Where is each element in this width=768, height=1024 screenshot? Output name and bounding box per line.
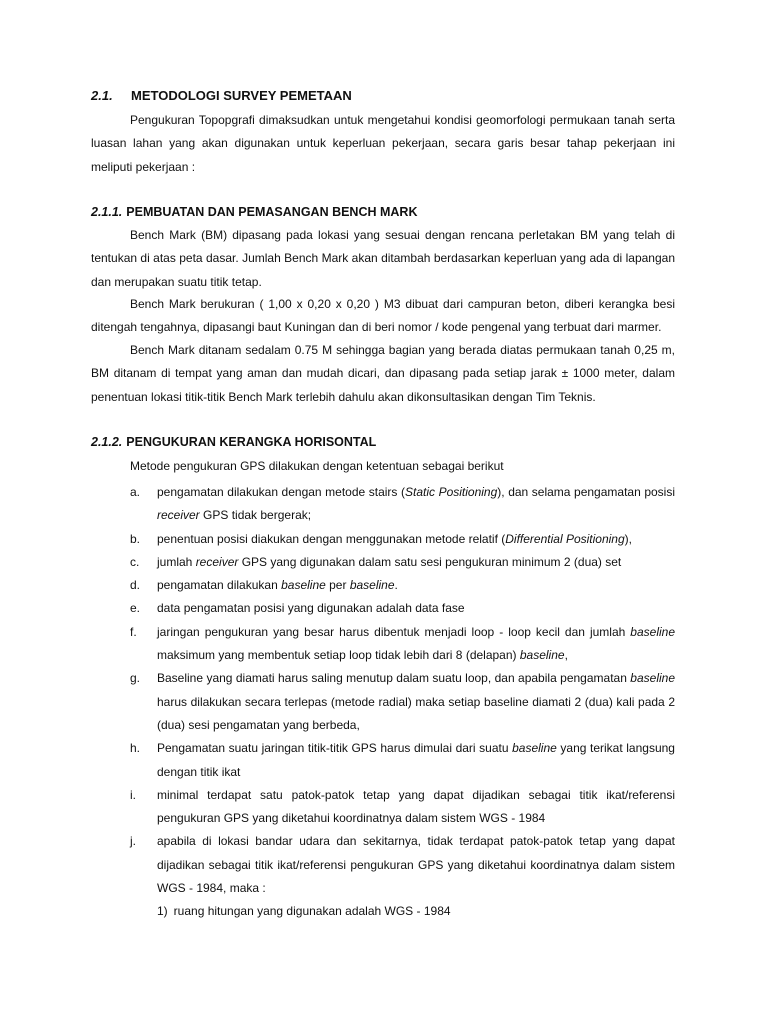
benchmark-paragraph-3: Bench Mark ditanam sedalam 0.75 M sehingga bagian yang berada diatas permukaan tanah 0,25 m, BM ditanam di tempat yang aman dan mudah dicari, dan dipasang pada setiap jarak ± 1000 meter, dalam penentuan lokasi titik-titik Bench Mark terlebih dahulu akan dikonsultasikan dengan Tim Teknis.: [91, 343, 675, 404]
list-item: a. pengamatan dilakukan dengan metode stairs (Static Positioning), dan selama pengamatan posisi receiver GPS tidak bergerak;: [130, 481, 675, 528]
section-heading: [91, 88, 352, 103]
gps-requirements-list: [130, 481, 675, 924]
subsection-heading-2: [91, 435, 376, 449]
list-item: e. data pengamatan posisi yang digunakan adalah data fase: [130, 597, 675, 620]
subsection-title-1: PEMBUATAN DAN PEMASANGAN BENCH MARK: [126, 205, 418, 219]
list-marker: i.: [130, 787, 136, 802]
section-title: METODOLOGI SURVEY PEMETAAN: [131, 88, 352, 103]
list-marker: f.: [130, 624, 137, 639]
list-marker: a.: [130, 485, 141, 499]
list-item: b. penentuan posisi diakukan dengan menggunakan metode relatif (Differential Positioning),: [130, 528, 675, 551]
list-marker: h.: [130, 741, 141, 756]
subsection-title-2: PENGUKURAN KERANGKA HORISONTAL: [126, 435, 377, 449]
subsection-heading-1: [91, 205, 417, 219]
list-item: c. jumlah receiver GPS yang digunakan dalam satu sesi pengukuran minimum 2 (dua) set: [130, 551, 675, 574]
benchmark-paragraph-1: Bench Mark (BM) dipasang pada lokasi yang sesuai dengan rencana perletakan BM yang telah di tentukan di atas peta dasar. Jumlah Bench Mark akan ditambah berdasarkan keperluan yang ada di lapangan dan merupakan suatu titik tetap.: [91, 228, 675, 289]
sub-list-item: 1) ruang hitungan yang digunakan adalah WGS - 1984: [157, 904, 451, 919]
list-item: h. Pengamatan suatu jaringan titik-titik GPS harus dimulai dari suatu baseline yang terikat langsung dengan titik ikat: [130, 737, 675, 784]
list-marker: b.: [130, 531, 141, 546]
list-marker: j.: [130, 834, 136, 849]
list-item: j. apabila di lokasi bandar udara dan sekitarnya, tidak terdapat patok-patok tetap yang dapat dijadikan sebagai titik ikat/referensi pengukuran GPS yang diketahui koordinatnya dalam sistem WGS - 1984, maka : 1) ruang hitungan yang digunakan adalah WGS - 1984: [130, 830, 675, 923]
subsection-number-1: 2.1.1.: [91, 205, 123, 219]
section-intro: Pengukuran Topopgrafi dimaksudkan untuk mengetahui kondisi geomorfologi permukaan tanah serta luasan lahan yang akan digunakan untuk keperluan pekerjaan, secara garis besar tahap pekerjaan ini meliputi pekerjaan :: [91, 113, 675, 174]
section-number: 2.1.: [91, 88, 113, 103]
list-item: i. minimal terdapat satu patok-patok tetap yang dapat dijadikan sebagai titik ikat/referensi pengukuran GPS yang diketahui koordinatnya dalam sistem WGS - 1984: [130, 784, 675, 831]
list-marker: d.: [130, 578, 141, 593]
list-marker: e.: [130, 601, 141, 616]
list-item: d. pengamatan dilakukan baseline per baseline.: [130, 574, 675, 597]
benchmark-paragraph-2: Bench Mark berukuran ( 1,00 x 0,20 x 0,20 ) M3 dibuat dari campuran beton, diberi kerangka besi ditengah tengahnya, dipasangi baut Kuningan dan di beri nomor / kode pengenal yang terbuat dari marmer.: [91, 297, 675, 335]
sub-list-marker: 1): [157, 904, 168, 919]
list-marker: g.: [130, 671, 141, 686]
subsection-number-2: 2.1.2.: [91, 435, 123, 449]
list-item: f. jaringan pengukuran yang besar harus dibentuk menjadi loop - loop kecil dan jumlah baseline maksimum yang membentuk setiap loop tidak lebih dari 8 (delapan) baseline,: [130, 621, 675, 668]
gps-method-lead: Metode pengukuran GPS dilakukan dengan ketentuan sebagai berikut: [130, 459, 504, 473]
list-marker: c.: [130, 554, 140, 569]
list-item: g. Baseline yang diamati harus saling menutup dalam suatu loop, dan apabila pengamatan baseline harus dilakukan secara terlepas (metode radial) maka setiap baseline diamati 2 (dua) kali pada 2 (dua) sesi pengamatan yang berbeda,: [130, 667, 675, 737]
